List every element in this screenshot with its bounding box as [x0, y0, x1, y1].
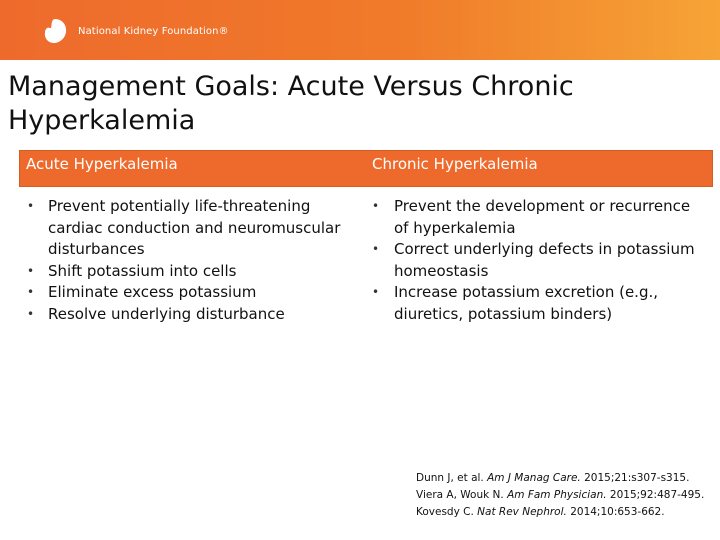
list-item — [19, 304, 366, 326]
bullet-icon: • — [372, 242, 380, 256]
slide-title: Management Goals: Acute Versus Chronic Hyperkalemia — [8, 71, 574, 136]
list-item — [19, 282, 366, 304]
kidney-logo-icon — [40, 16, 70, 46]
acute-column — [19, 196, 366, 325]
reference-details: 2015;21:s307-s315. — [584, 472, 690, 484]
bullet-icon: • — [27, 199, 35, 213]
reference-details: 2014;10:653-662. — [570, 506, 665, 518]
chronic-item-text: Prevent the development or recurrence of hyperkalemia — [394, 197, 691, 237]
chronic-item-text: Increase potassium excretion (e.g., diuretics, potassium binders) — [394, 283, 659, 323]
reference-journal: Am J Manag Care. — [487, 472, 581, 484]
table-body — [19, 187, 713, 325]
bullet-icon: • — [27, 285, 35, 299]
list-item — [366, 282, 713, 325]
acute-item-text: Prevent potentially life-threatening cardiac conduction and neuromuscular disturbances — [48, 197, 341, 258]
reference-line — [416, 487, 716, 504]
reference-journal: Am Fam Physician. — [507, 489, 607, 501]
bullet-icon: • — [372, 199, 380, 213]
reference-line — [416, 504, 716, 521]
logo-text: National Kidney Foundation® — [78, 25, 229, 37]
acute-item-text: Resolve underlying disturbance — [48, 304, 285, 323]
reference-authors: Dunn J, et al. — [416, 472, 484, 484]
bullet-icon: • — [27, 263, 35, 278]
bullet-icon: • — [372, 285, 380, 299]
list-item — [19, 196, 366, 261]
acute-item-text: Eliminate excess potassium — [48, 283, 257, 301]
bullet-icon: • — [27, 306, 35, 321]
reference-authors: Kovesdy C. — [416, 506, 474, 518]
column-header-acute: Acute Hyperkalemia — [26, 155, 178, 173]
reference-details: 2015;92:487-495. — [609, 489, 705, 501]
reference-line — [416, 470, 716, 487]
reference-journal: Nat Rev Nephrol. — [477, 506, 567, 518]
list-item — [19, 261, 366, 283]
list-item — [366, 239, 713, 282]
acute-list — [19, 196, 366, 325]
acute-item-text: Shift potassium into cells — [48, 261, 237, 280]
column-header-chronic: Chronic Hyperkalemia — [372, 155, 538, 173]
reference-authors: Viera A, Wouk N. — [416, 489, 504, 501]
chronic-list — [366, 196, 713, 325]
chronic-item-text: Correct underlying defects in potassium homeostasis — [394, 240, 695, 280]
table-header — [19, 150, 713, 187]
references — [416, 470, 716, 521]
comparison-table — [19, 150, 713, 325]
list-item — [366, 196, 713, 239]
header-banner — [0, 0, 720, 60]
chronic-column — [366, 196, 713, 325]
nkf-logo — [40, 16, 229, 46]
